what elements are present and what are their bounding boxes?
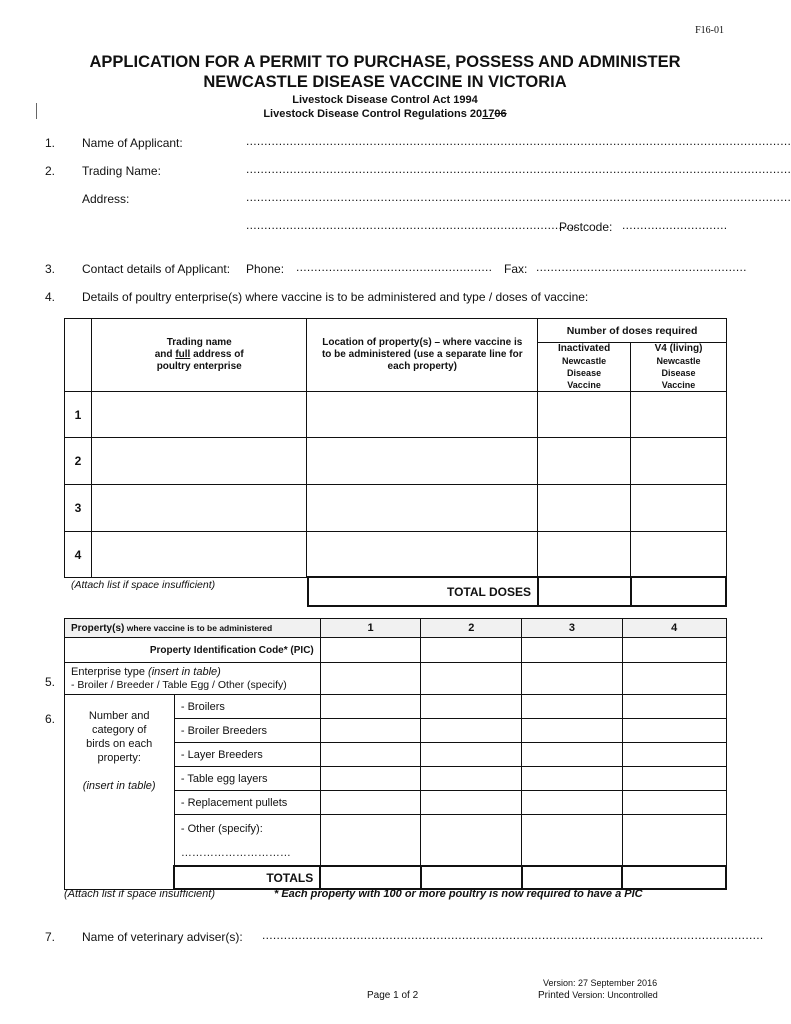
totals-cell[interactable] [421,866,522,889]
postcode-label: Postcode: [559,220,613,234]
property-col-2: 2 [421,619,522,638]
row-number: 1 [65,392,92,438]
total-doses-row [307,576,727,607]
q7-number: 7. [45,930,56,944]
total-inactivated-cell[interactable] [538,577,631,606]
fax-field[interactable]: .......................................................... [536,260,747,274]
category-broilers: - Broilers [174,695,320,719]
bird-count-cell[interactable] [320,743,421,767]
bird-count-cell[interactable] [622,719,726,743]
bird-count-cell[interactable] [622,767,726,791]
fax-label: Fax: [504,262,528,276]
phone-field[interactable]: ...................................................... [296,260,493,274]
bird-count-cell[interactable] [421,791,522,815]
bird-count-cell[interactable] [522,719,623,743]
doses-required-header: Number of doses required [538,319,727,343]
pic-cell[interactable] [421,638,522,663]
bird-count-cell[interactable] [622,695,726,719]
totals-cell[interactable] [320,866,421,889]
v4-doses-cell[interactable] [631,532,727,578]
totals-label: TOTALS [174,866,320,889]
enterprise-type-cell[interactable] [421,663,522,695]
bird-count-cell[interactable] [421,743,522,767]
total-doses-label: TOTAL DOSES [308,577,538,606]
address-field-line-1[interactable]: ...................................................................................................................................................... [246,190,791,204]
form-title [0,52,770,92]
location-header: Location of property(s) – where vaccine is to be administered (use a separate line for each property) [307,319,538,392]
regulations-reference: Livestock Disease Control Regulations 201706 [263,108,507,120]
property-col-4: 4 [622,619,726,638]
v4-doses-cell[interactable] [631,485,727,532]
inactivated-doses-cell[interactable] [538,532,631,578]
title-line-2: NEWCASTLE DISEASE VACCINE IN VICTORIA [203,73,567,91]
address-label: Address: [82,192,130,206]
q3-label: Contact details of Applicant: [82,262,231,276]
bird-count-cell[interactable] [320,695,421,719]
property-details-table [64,618,727,890]
trading-name-header: Trading name and full address of poultry enterprise [91,319,307,392]
row-number: 4 [65,532,92,578]
q1-label: Name of Applicant: [82,136,183,150]
year-inserted: 17 [482,108,495,120]
totals-cell[interactable] [522,866,623,889]
bird-count-cell[interactable] [320,815,421,867]
bird-count-cell[interactable] [320,719,421,743]
enterprise-type-cell[interactable] [622,663,726,695]
property-col-1: 1 [320,619,421,638]
bird-count-cell[interactable] [421,719,522,743]
q5-number: 5. [45,675,56,689]
location-cell[interactable] [307,438,538,485]
bird-count-cell[interactable] [522,815,623,867]
vaccine-doses-table [64,318,727,578]
enterprise-type-cell[interactable] [522,663,623,695]
bird-count-cell[interactable] [522,695,623,719]
bird-count-cell[interactable] [320,767,421,791]
q7-label: Name of veterinary adviser(s): [82,930,243,944]
attach-list-note-2: (Attach list if space insufficient) [64,888,216,900]
category-replacement-pullets: - Replacement pullets [174,791,320,815]
printed-version: Printed Version: Uncontrolled [538,990,658,1001]
bird-count-cell[interactable] [320,791,421,815]
pic-requirement-note: * Each property with 100 or more poultry is now required to have a PIC [274,888,643,900]
enterprise-type-cell[interactable] [320,663,421,695]
bird-count-cell[interactable] [622,791,726,815]
phone-label: Phone: [246,262,285,276]
bird-count-cell[interactable] [421,695,522,719]
inactivated-doses-cell[interactable] [538,485,631,532]
revision-margin-mark [36,103,37,119]
location-cell[interactable] [307,532,538,578]
legislation-references [0,93,770,121]
inactivated-doses-cell[interactable] [538,438,631,485]
v4-doses-cell[interactable] [631,438,727,485]
v4-vaccine-header: V4 (living) Newcastle Disease Vaccine [631,343,727,392]
category-layer-breeders: - Layer Breeders [174,743,320,767]
applicant-name-field[interactable]: ...................................................................................................................................................... [246,134,791,148]
totals-cell[interactable] [622,866,726,889]
trading-name-field[interactable]: ...................................................................................................................................................... [246,162,791,176]
q2-label: Trading Name: [82,164,161,178]
property-col-3: 3 [522,619,623,638]
q4-label: Details of poultry enterprise(s) where vaccine is to be administered and type / doses of vaccine: [82,290,589,304]
inactivated-doses-cell[interactable] [538,392,631,438]
location-cell[interactable] [307,485,538,532]
row-number: 3 [65,485,92,532]
v4-doses-cell[interactable] [631,392,727,438]
enterprise-type-label: Enterprise type (insert in table) - Broiler / Breeder / Table Egg / Other (specify) [65,663,321,695]
page-number: Page 1 of 2 [367,990,419,1001]
category-other: - Other (specify): ………………………… [174,815,320,867]
q3-number: 3. [45,262,56,276]
total-v4-cell[interactable] [631,577,727,606]
trading-name-cell[interactable] [91,532,307,578]
q1-number: 1. [45,136,56,150]
category-table-egg-layers: - Table egg layers [174,767,320,791]
version-date: Version: 27 September 2016 [543,978,658,988]
bird-count-cell[interactable] [522,767,623,791]
bird-count-cell[interactable] [622,815,726,867]
other-specify-field[interactable]: ………………………… [180,847,291,859]
pic-cell[interactable] [522,638,623,663]
trading-name-cell[interactable] [91,485,307,532]
address-field-line-2[interactable]: ........................................................................................... [246,218,577,232]
postcode-field[interactable]: ............................. [622,218,728,232]
pic-cell[interactable] [622,638,726,663]
title-line-1: APPLICATION FOR A PERMIT TO PURCHASE, POSSESS AND ADMINISTER [89,53,681,71]
q4-number: 4. [45,290,56,304]
inactivated-vaccine-header: Inactivated Newcastle Disease Vaccine [538,343,631,392]
bird-count-cell[interactable] [622,743,726,767]
category-broiler-breeders: - Broiler Breeders [174,719,320,743]
pic-label: Property Identification Code* (PIC) [65,638,321,663]
trading-name-cell[interactable] [91,392,307,438]
bird-count-cell[interactable] [522,791,623,815]
veterinary-adviser-field[interactable]: .......................................................................................................................................... [262,928,764,942]
row-number: 2 [65,438,92,485]
act-reference: Livestock Disease Control Act 1994 [292,94,478,106]
q2-number: 2. [45,164,56,178]
bird-count-cell[interactable] [522,743,623,767]
location-cell[interactable] [307,392,538,438]
year-deleted: 06 [494,108,507,120]
pic-cell[interactable] [320,638,421,663]
q6-number: 6. [45,712,56,726]
row-number-header [65,319,92,392]
property-column-header: Property(s) where vaccine is to be administered [65,619,321,638]
bird-count-cell[interactable] [421,815,522,867]
trading-name-cell[interactable] [91,438,307,485]
bird-numbers-label: Number and category of birds on each property: (insert in table) [65,695,175,890]
bird-count-cell[interactable] [421,767,522,791]
form-code: F16-01 [695,25,724,36]
attach-list-note: (Attach list if space insufficient) [71,579,216,591]
